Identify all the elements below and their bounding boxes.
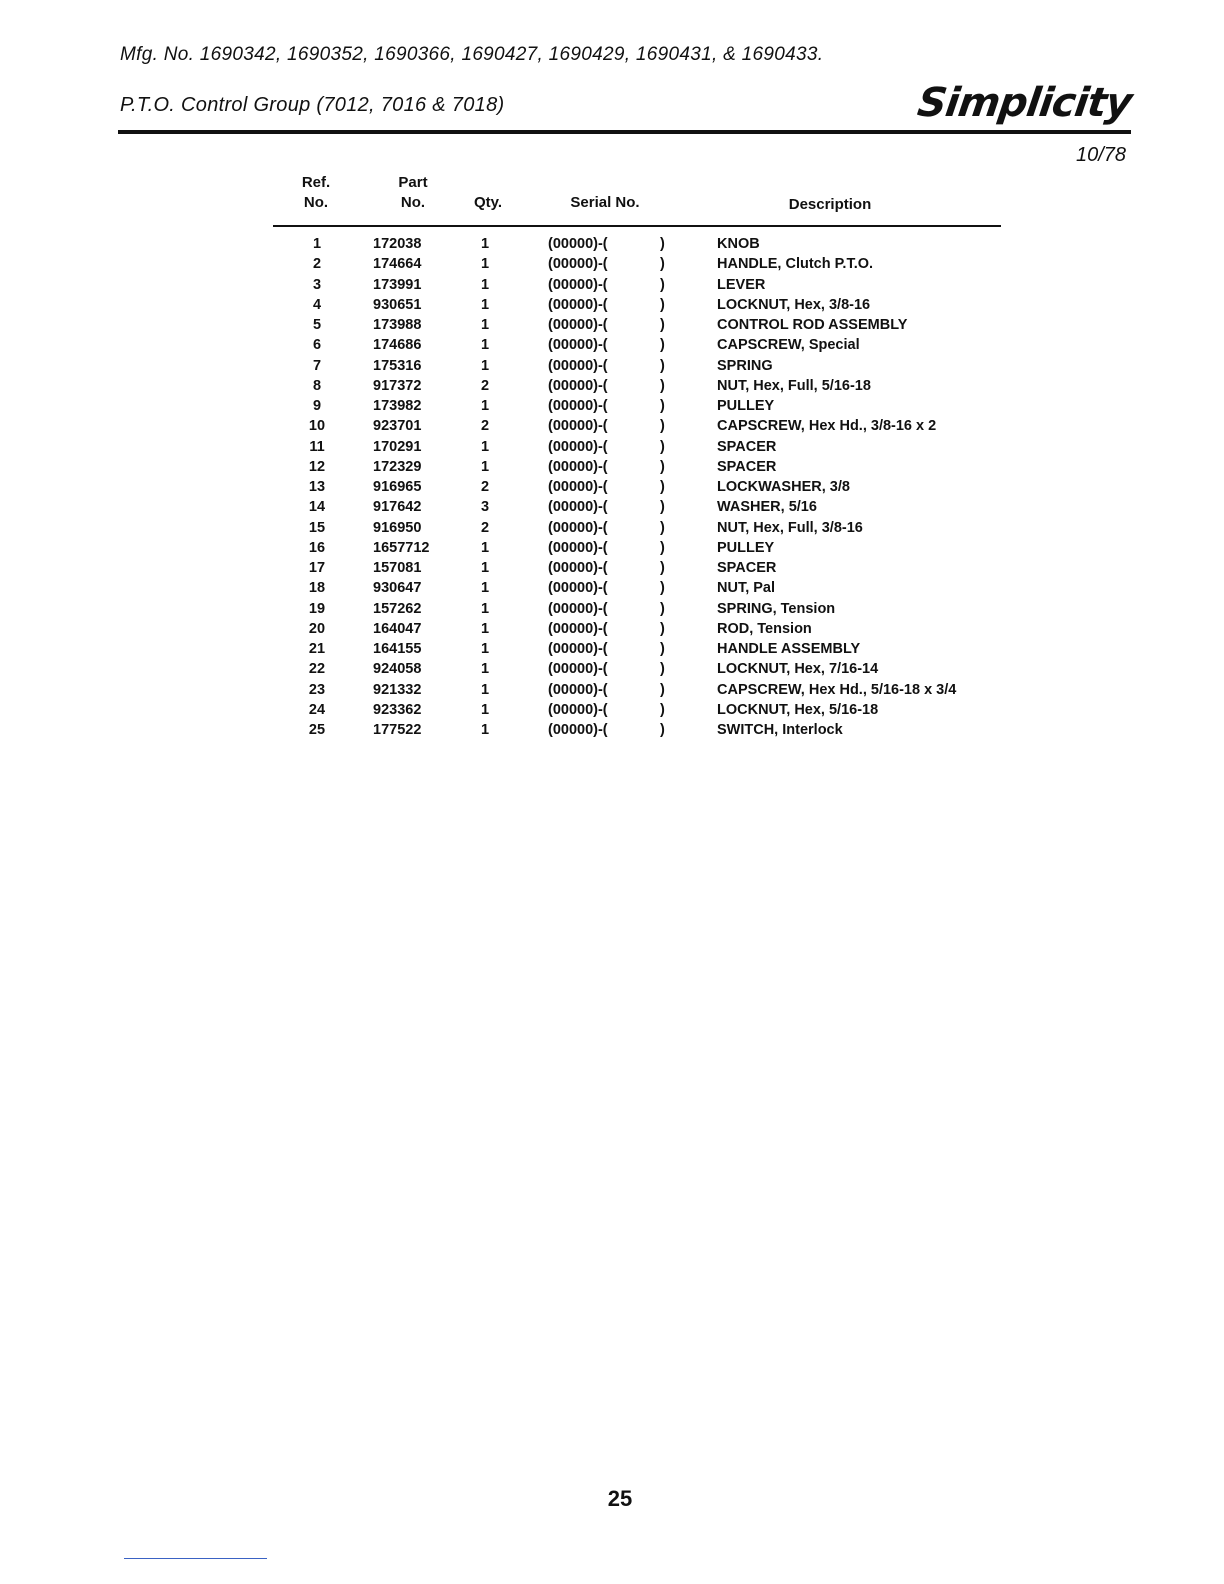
description-cell: ROD, Tension <box>717 620 812 637</box>
serial-cell: (00000)-( <box>548 418 608 435</box>
ref-cell: 2 <box>312 256 322 273</box>
serial-cell: (00000)-( <box>548 539 608 556</box>
serial-close-cell: ) <box>660 499 665 516</box>
serial-cell: (00000)-( <box>548 661 608 678</box>
part-number-cell: 921332 <box>373 681 422 698</box>
table-row <box>273 477 1001 497</box>
table-row <box>273 497 1001 517</box>
serial-close-cell: ) <box>660 479 665 495</box>
description-cell: LOCKNUT, Hex, 5/16-18 <box>717 701 879 718</box>
column-header-ref <box>288 173 344 213</box>
serial-cell: (00000)-( <box>548 317 608 333</box>
serial-close-cell: ) <box>660 357 665 374</box>
part-number-cell: 177522 <box>373 722 422 738</box>
ref-cell: 5 <box>312 317 322 333</box>
serial-cell: (00000)-( <box>548 479 608 495</box>
serial-close-cell: ) <box>660 337 665 354</box>
part-number-cell: 930647 <box>373 580 422 597</box>
ref-cell: 11 <box>309 438 325 455</box>
serial-close-cell: ) <box>660 681 665 698</box>
description-cell: WASHER, 5/16 <box>717 499 817 516</box>
ref-cell: 3 <box>312 276 322 293</box>
serial-cell: (00000)-( <box>548 519 608 536</box>
ref-cell: 17 <box>308 560 326 576</box>
part-number-cell: 917372 <box>373 377 422 394</box>
qty-cell: 1 <box>480 357 490 374</box>
column-header-description: Description <box>788 196 872 213</box>
serial-close-cell: ) <box>660 641 665 657</box>
serial-close-cell: ) <box>660 317 665 333</box>
part-number-cell: 930651 <box>373 296 422 313</box>
ref-cell: 16 <box>308 539 326 556</box>
ref-cell: 1 <box>312 236 322 252</box>
serial-cell: (00000)-( <box>548 337 608 354</box>
qty-cell: 1 <box>480 236 490 252</box>
qty-cell: 2 <box>480 418 490 435</box>
serial-cell: (00000)-( <box>548 580 608 597</box>
serial-cell: (00000)-( <box>548 641 608 657</box>
serial-close-cell: ) <box>660 580 665 597</box>
part-number-cell: 173982 <box>373 398 422 414</box>
serial-close-cell: ) <box>660 722 665 738</box>
part-number-cell: 172329 <box>373 458 422 475</box>
table-row <box>273 538 1001 558</box>
serial-cell: (00000)-( <box>548 560 608 576</box>
table-row <box>273 437 1001 457</box>
table-row <box>273 700 1001 720</box>
qty-cell: 1 <box>480 539 490 556</box>
description-cell: NUT, Pal <box>717 580 776 597</box>
ref-cell: 7 <box>312 357 322 374</box>
serial-cell: (00000)-( <box>548 600 608 617</box>
qty-cell: 1 <box>480 438 490 455</box>
description-cell: HANDLE ASSEMBLY <box>717 641 861 657</box>
qty-cell: 1 <box>480 701 490 718</box>
description-cell: SPACER <box>717 560 777 576</box>
serial-close-cell: ) <box>660 560 665 576</box>
qty-cell: 3 <box>480 499 490 516</box>
serial-cell: (00000)-( <box>548 722 608 738</box>
part-number-cell: 923362 <box>373 701 422 718</box>
serial-close-cell: ) <box>660 418 665 435</box>
table-row <box>273 275 1001 295</box>
serial-cell: (00000)-( <box>548 458 608 475</box>
part-number-cell: 172038 <box>373 236 422 252</box>
serial-close-cell: ) <box>660 276 665 293</box>
table-row <box>273 619 1001 639</box>
serial-cell: (00000)-( <box>548 438 608 455</box>
page-title: P.T.O. Control Group (7012, 7016 & 7018) <box>120 94 505 116</box>
part-number-cell: 924058 <box>373 661 422 678</box>
qty-cell: 1 <box>480 620 490 637</box>
ref-cell: 14 <box>308 499 326 516</box>
part-number-cell: 164047 <box>373 620 422 637</box>
serial-cell: (00000)-( <box>548 296 608 313</box>
ref-cell: 21 <box>308 641 326 657</box>
part-number-cell: 157081 <box>373 560 422 576</box>
description-cell: LOCKNUT, Hex, 3/8-16 <box>717 296 871 313</box>
qty-cell: 1 <box>480 681 490 698</box>
serial-close-cell: ) <box>660 661 665 678</box>
description-cell: SWITCH, Interlock <box>717 722 843 738</box>
qty-cell: 1 <box>480 256 490 273</box>
serial-close-cell: ) <box>660 236 665 252</box>
ref-cell: 8 <box>312 377 322 394</box>
column-header-ref-line2: No. <box>303 194 329 211</box>
qty-cell: 1 <box>480 276 490 293</box>
qty-cell: 1 <box>480 661 490 678</box>
qty-cell: 1 <box>480 600 490 617</box>
qty-cell: 2 <box>480 377 490 394</box>
ref-cell: 15 <box>308 519 326 536</box>
serial-cell: (00000)-( <box>548 377 608 394</box>
qty-cell: 1 <box>480 398 490 414</box>
qty-cell: 1 <box>480 337 490 354</box>
table-row <box>273 234 1001 254</box>
description-cell: LOCKWASHER, 3/8 <box>717 479 850 495</box>
ref-cell: 13 <box>308 479 326 495</box>
ref-cell: 10 <box>308 418 326 435</box>
ref-cell: 18 <box>308 580 326 597</box>
description-cell: KNOB <box>717 236 760 252</box>
qty-cell: 1 <box>480 580 490 597</box>
table-row <box>273 578 1001 598</box>
table-row <box>273 558 1001 578</box>
description-cell: LOCKNUT, Hex, 7/16-14 <box>717 661 879 678</box>
mfg-numbers: Mfg. No. 1690342, 1690352, 1690366, 1690427, 1690429, 1690431, & 1690433. <box>120 44 824 65</box>
brand-logo: Simplicity <box>914 80 1135 126</box>
table-row <box>273 659 1001 679</box>
part-number-cell: 157262 <box>373 600 422 617</box>
bottom-line-mark <box>124 1558 267 1559</box>
serial-close-cell: ) <box>660 620 665 637</box>
serial-close-cell: ) <box>660 296 665 313</box>
table-row <box>273 416 1001 436</box>
description-cell: NUT, Hex, Full, 3/8-16 <box>717 519 863 536</box>
column-header-qty: Qty. <box>473 194 503 211</box>
part-number-cell: 174664 <box>373 256 422 273</box>
column-header-part <box>378 173 448 213</box>
table-header-rule <box>273 225 1001 227</box>
column-header-part-line2: No. <box>400 194 426 211</box>
parts-table <box>273 234 1001 740</box>
part-number-cell: 164155 <box>373 641 422 657</box>
table-row <box>273 254 1001 274</box>
serial-close-cell: ) <box>660 256 665 273</box>
qty-cell: 1 <box>480 560 490 576</box>
table-row <box>273 295 1001 315</box>
serial-close-cell: ) <box>660 600 665 617</box>
qty-cell: 1 <box>480 317 490 333</box>
page-number: 25 <box>607 1486 633 1511</box>
serial-close-cell: ) <box>660 701 665 718</box>
serial-cell: (00000)-( <box>548 398 608 414</box>
part-number-cell: 174686 <box>373 337 422 354</box>
serial-cell: (00000)-( <box>548 620 608 637</box>
part-number-cell: 917642 <box>373 499 422 516</box>
ref-cell: 20 <box>308 620 326 637</box>
description-cell: NUT, Hex, Full, 5/16-18 <box>717 377 871 394</box>
description-cell: HANDLE, Clutch P.T.O. <box>717 256 874 273</box>
description-cell: CAPSCREW, Hex Hd., 5/16-18 x 3/4 <box>717 681 957 698</box>
description-cell: LEVER <box>717 276 766 293</box>
serial-cell: (00000)-( <box>548 236 608 252</box>
serial-cell: (00000)-( <box>548 701 608 718</box>
table-row <box>273 376 1001 396</box>
table-row <box>273 457 1001 477</box>
serial-close-cell: ) <box>660 438 665 455</box>
serial-cell: (00000)-( <box>548 499 608 516</box>
qty-cell: 1 <box>480 641 490 657</box>
ref-cell: 19 <box>308 600 326 617</box>
description-cell: CAPSCREW, Hex Hd., 3/8-16 x 2 <box>717 418 937 435</box>
table-row <box>273 599 1001 619</box>
qty-cell: 1 <box>480 458 490 475</box>
table-row <box>273 315 1001 335</box>
description-cell: PULLEY <box>717 539 775 556</box>
column-header-ref-line1: Ref. <box>301 174 331 191</box>
serial-close-cell: ) <box>660 539 665 556</box>
column-header-serial: Serial No. <box>570 194 640 211</box>
serial-close-cell: ) <box>660 458 665 475</box>
ref-cell: 24 <box>308 701 326 718</box>
part-number-cell: 1657712 <box>373 539 430 556</box>
column-header-part-line1: Part <box>398 174 428 191</box>
table-row <box>273 396 1001 416</box>
table-row <box>273 720 1001 740</box>
qty-cell: 1 <box>480 722 490 738</box>
qty-cell: 2 <box>480 479 490 495</box>
ref-cell: 12 <box>308 458 326 475</box>
serial-close-cell: ) <box>660 377 665 394</box>
part-number-cell: 170291 <box>373 438 422 455</box>
table-row <box>273 680 1001 700</box>
description-cell: SPRING, Tension <box>717 600 836 617</box>
description-cell: SPRING <box>717 357 773 374</box>
serial-cell: (00000)-( <box>548 357 608 374</box>
part-number-cell: 175316 <box>373 357 422 374</box>
ref-cell: 9 <box>312 398 322 414</box>
table-row <box>273 356 1001 376</box>
revision-date: 10/78 <box>1076 144 1127 166</box>
qty-cell: 2 <box>480 519 490 536</box>
table-row <box>273 518 1001 538</box>
ref-cell: 4 <box>312 296 322 313</box>
part-number-cell: 173988 <box>373 317 422 333</box>
ref-cell: 22 <box>308 661 326 678</box>
description-cell: CONTROL ROD ASSEMBLY <box>717 317 908 333</box>
table-row <box>273 335 1001 355</box>
qty-cell: 1 <box>480 296 490 313</box>
description-cell: SPACER <box>717 438 777 455</box>
serial-cell: (00000)-( <box>548 681 608 698</box>
part-number-cell: 923701 <box>373 418 422 435</box>
description-cell: PULLEY <box>717 398 775 414</box>
serial-cell: (00000)-( <box>548 256 608 273</box>
part-number-cell: 916950 <box>373 519 422 536</box>
part-number-cell: 916965 <box>373 479 422 495</box>
serial-close-cell: ) <box>660 398 665 414</box>
ref-cell: 25 <box>308 722 326 738</box>
header-divider <box>118 130 1131 134</box>
ref-cell: 6 <box>312 337 322 354</box>
description-cell: SPACER <box>717 458 777 475</box>
serial-cell: (00000)-( <box>548 276 608 293</box>
ref-cell: 23 <box>308 681 326 698</box>
serial-close-cell: ) <box>660 519 665 536</box>
table-row <box>273 639 1001 659</box>
description-cell: CAPSCREW, Special <box>717 337 860 354</box>
part-number-cell: 173991 <box>373 276 422 293</box>
